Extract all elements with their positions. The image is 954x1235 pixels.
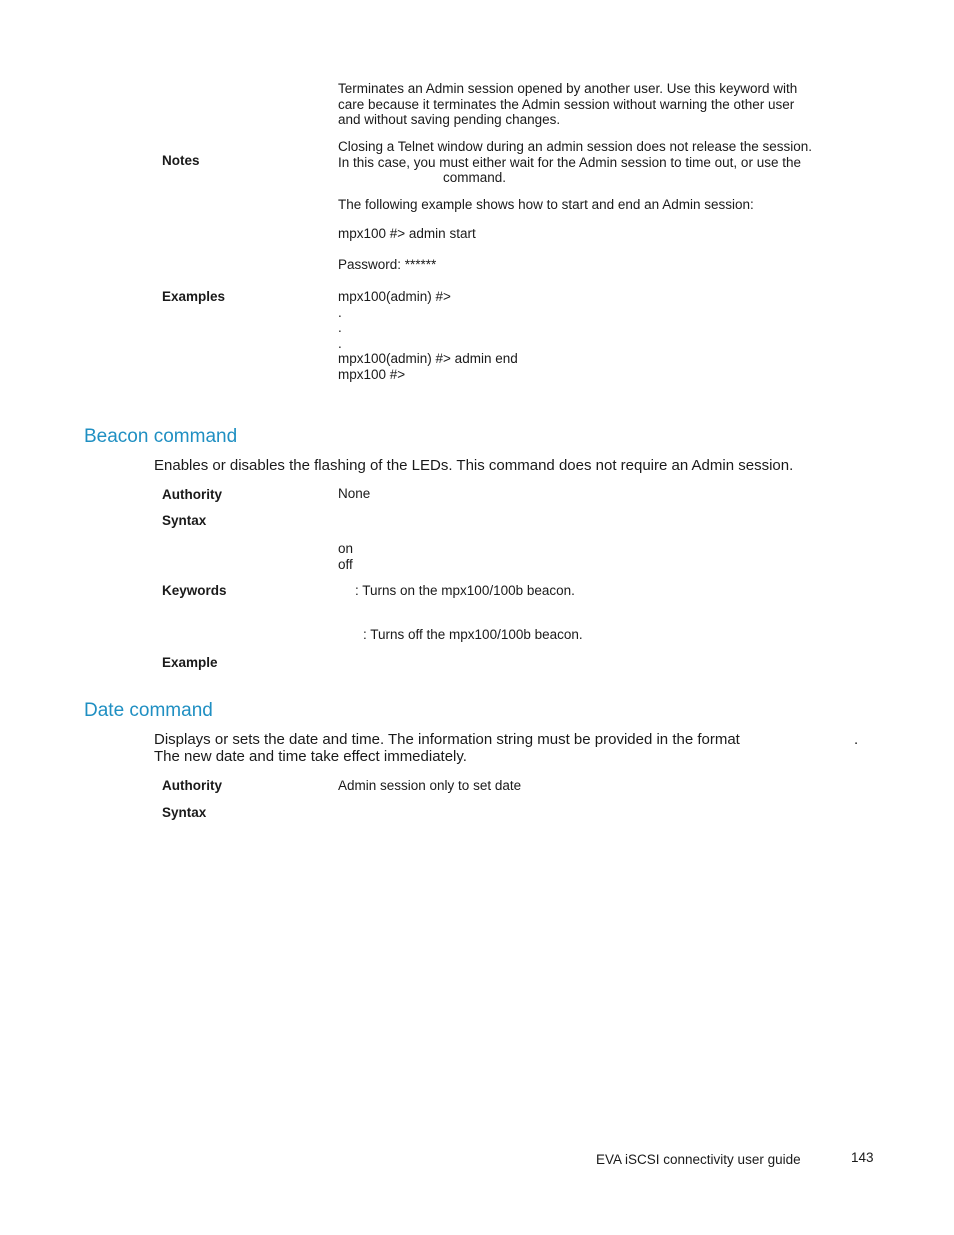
code-line: . <box>338 320 342 336</box>
keyword-on-description: : Turns on the mpx100/100b beacon. <box>355 583 575 598</box>
notes-label: Notes <box>162 153 200 168</box>
example-code-block <box>338 289 518 383</box>
code-line: mpx100(admin) #> <box>338 289 451 304</box>
notes-p1-line: and without saving pending changes. <box>338 112 561 128</box>
notes-paragraph-1 <box>338 81 797 128</box>
code-line: mpx100(admin) #> admin end <box>338 351 518 367</box>
beacon-authority-label: Authority <box>162 487 222 502</box>
example-line-admin-start: mpx100 #> admin start <box>338 226 476 241</box>
beacon-description: Enables or disables the flashing of the LEDs. This command does not require an Admin session. <box>154 457 794 474</box>
syntax-option-on: on <box>338 541 354 556</box>
keyword-off-description: : Turns off the mpx100/100b beacon. <box>363 627 583 642</box>
date-heading: Date command <box>84 700 213 721</box>
beacon-authority-value: None <box>338 486 371 501</box>
page-number: 143 <box>851 1150 874 1165</box>
footer-guide-title: EVA iSCSI connectivity user guide <box>596 1152 801 1167</box>
example-line-password: Password: ****** <box>338 257 437 272</box>
code-line: mpx100 #> <box>338 366 406 382</box>
date-syntax-label: Syntax <box>162 805 207 820</box>
date-authority-value: Admin session only to set date <box>338 778 522 793</box>
code-line: . <box>338 335 342 351</box>
date-description-line1: Displays or sets the date and time. The information string must be provided in the format <box>154 731 740 748</box>
beacon-syntax-options <box>338 541 353 572</box>
examples-label: Examples <box>162 289 226 304</box>
notes-paragraph-2 <box>338 139 812 186</box>
code-line: . <box>338 304 342 320</box>
notes-p1-line: care because it terminates the Admin session without warning the other user <box>338 96 795 112</box>
notes-p2-line: Closing a Telnet window during an admin session does not release the session. <box>338 139 813 154</box>
beacon-heading: Beacon command <box>84 426 238 447</box>
date-description-period: . <box>854 731 859 748</box>
examples-intro: The following example shows how to start and end an Admin session: <box>338 197 754 212</box>
notes-p1-line: Terminates an Admin session opened by another user. Use this keyword with <box>338 81 798 96</box>
notes-p2-line: In this case, you must either wait for the Admin session to time out, or use the <box>338 154 801 170</box>
syntax-option-off: off <box>338 556 353 572</box>
notes-p2-line: command. <box>443 170 507 186</box>
date-description-line2: The new date and time take effect immediately. <box>154 748 467 765</box>
beacon-keywords-label: Keywords <box>162 583 227 598</box>
beacon-example-label: Example <box>162 655 218 670</box>
beacon-syntax-label: Syntax <box>162 513 207 528</box>
date-authority-label: Authority <box>162 778 222 793</box>
